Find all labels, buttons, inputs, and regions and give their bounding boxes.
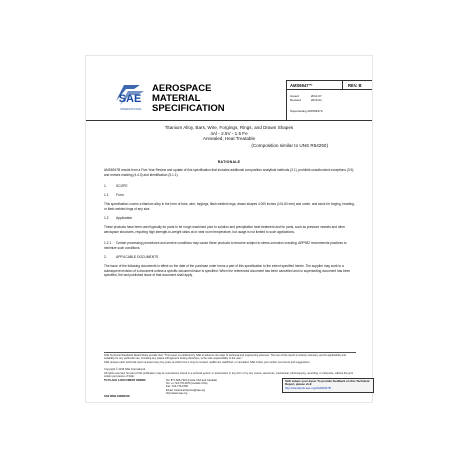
footer-contact-area [104,378,370,396]
section-1-number: 1. [104,184,107,188]
section-2-heading [104,255,158,259]
footer-review-note: SAE reviews each technical report at least every five years at which time it may be revised, reaffirmed, stabilized, or cancelled. SAE invites your written comments and suggestions. [104,361,311,364]
order-label: TO PLACE A DOCUMENT ORDER: [104,379,147,382]
revision-label: REV. B [348,83,362,88]
section-1-2-1 [104,241,356,250]
feedback-title: SAE values your input. To provide feedback on this Technical Report, please visit [285,379,370,387]
composition-note: (Composition similar to UNS R54250) [251,143,328,148]
revised-label: Revised [290,98,301,102]
rationale-heading: RATIONALE [217,160,241,164]
superseding-note: Superseding AMS6947A [290,109,323,113]
section-1-1-title: Form [116,193,124,197]
section-1-2-1-number: 1.2.1 [104,241,112,245]
material-subject: Titanium Alloy, Bars, Wire, Forgings, Rings, and Drawn Shapes 4Al - 2.5V - 1.5 Fe Annealed, Heat Treatable [164,125,294,142]
issued-value: 2011-07 [310,94,322,98]
section-2-title: APPLICABLE DOCUMENTS [116,255,159,259]
issued-label: Issued [290,94,299,98]
rev-divider [342,80,343,89]
section-1-2-title: Application [116,216,133,220]
web-address-label: SAE WEB ADDRESS: [104,395,131,398]
footer-board-rules: SAE Technical Standards Board Rules provide that: "This report is published by SAE to advance the state of technical and engineering sciences. The use of this report is entirely voluntary, and its applicability and suitability for any particular use, including any patent infringement arising therefrom, is the sole responsibility of the user." [104,354,346,361]
footer-copyright: Copyright © 2016 SAE International [104,368,146,371]
sae-logo-icon [114,81,146,107]
rationale-text: AMS6947B results from a Five-Year Review and update of this specification that includes additional composition analytical methods (3.1), prohibits unauthorized exceptions (3.9), and revises marking (4.4.3) and identification (5.1.1). [104,168,355,177]
header-top-rule [286,80,372,81]
section-1-2-1-text: Certain processing procedures and service conditions may cause these products to become subject to stress-corrosion cracking; ARP982 recommends practices to minimize such conditions. [104,241,347,250]
section-1-2-heading [104,216,132,220]
logo-text: SAE [118,93,142,105]
revised-row [290,98,322,102]
document-page [86,56,372,402]
header-bottom-rule [86,120,372,121]
section-1-1-heading [104,193,124,197]
section-1-2-text: These products have been used typically for parts to be rough machined prior to solution and precipitation heat treatment and for parts, such as pressure vessels and other aerospace structures, requiring high strength-to-weight ratios at or near room temperature, but usage is not limited to such applications. [104,225,346,234]
section-1-2-number: 1.2 [104,216,109,220]
feedback-box [282,378,374,393]
feedback-link[interactable]: http://standards.sae.org/AMS6947B [285,385,331,390]
header-mid-rule [286,89,372,90]
section-1-heading [104,184,128,188]
logo-tagline: INTERNATIONAL [120,108,142,111]
section-1-title: SCOPE [116,184,128,188]
footer-rule [104,352,356,353]
footer-rights: All rights reserved. No part of this publication may be reproduced, stored in a retrieval system or transmitted, in any form or by any means, electronic, mechanical, photocopying, recording, or otherwise, without the prior written permission of SAE. [104,372,354,379]
header-divider [286,80,287,120]
revised-value: 2016-01 [310,98,322,102]
section-2-number: 2. [104,255,107,259]
section-2-text: The issue of the following documents in effect on the date of the purchase order forms a part of this specification to the extent specified herein. The supplier may work to a subsequent revision of a document unless a specific document issue is specified. When the referenced document has been cancelled and no superseding document has been specified, the last published issue of that document shall apply. [104,264,351,278]
page-title: AEROSPACE MATERIAL SPECIFICATION [152,83,225,114]
order-contact[interactable]: Tel: 877-606-7323 (inside USA and Canada) Tel: +1 724-776-4970 (outside USA) Fax: 724-776-0790 Email: CustomerService@sae.org http://www.sae.org [166,379,217,395]
section-1-1-text: This specification covers a titanium alloy in the form of bars, wire, forgings, flash welded rings, drawn shapes 4.000 inches (101.60 mm) and under, and stock for forging, heading, or flash welded rings of any size. [104,202,355,211]
section-1-1-number: 1.1 [104,193,109,197]
document-number: AMS6947™ [290,83,313,88]
